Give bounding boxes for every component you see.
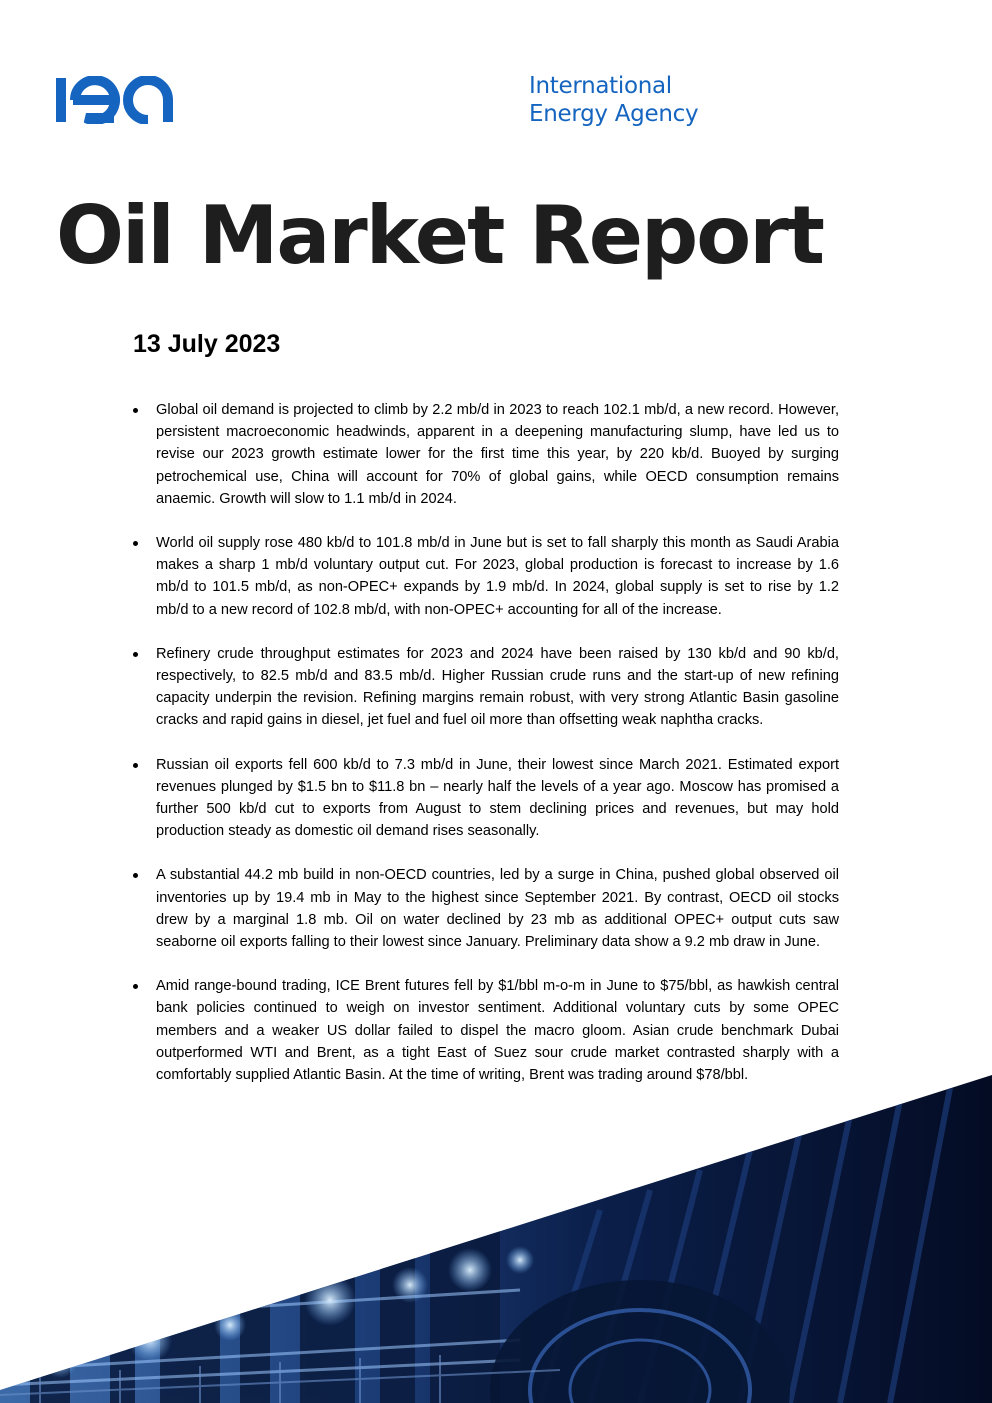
highlight-item [133,532,839,621]
highlight-text: Global oil demand is projected to climb by 2.2 mb/d in 2023 to reach 102.1 mb/d, a new record. However, persistent macroeconomic headwinds, apparent in a deepening manufacturing slump, have led us to revise our 2023 growth estimate lower for the first time this year, by 220 kb/d. Buoyed by surging petrochemical use, China will account for 70% of global gains, while OECD consumption remains anaemic. Growth will slow to 1.1 mb/d in 2024. [156,402,839,507]
highlight-item [133,643,839,732]
report-title: Oil Market Report [56,189,823,282]
highlight-item [133,754,839,843]
bullet-icon [133,408,138,413]
bullet-icon [133,873,138,878]
bullet-icon [133,763,138,768]
refinery-photo [0,1070,992,1403]
iea-logo[interactable] [56,76,174,129]
organization-name-line2: Energy Agency [529,101,699,127]
highlight-text: A substantial 44.2 mb build in non-OECD countries, led by a surge in China, pushed global observed oil inventories up by 19.4 mb in May to the highest since September 2021. By contrast, OECD oil stocks drew by a marginal 1.8 mb. Oil on water declined by 23 mb as additional OPEC+ output cuts saw seaborne oil exports falling to their lowest since January. Preliminary data show a 9.2 mb draw in June. [156,867,839,951]
iea-logo-icon [56,76,174,124]
bullet-icon [133,984,138,989]
highlight-text: World oil supply rose 480 kb/d to 101.8 mb/d in June but is set to fall sharply this month as Saudi Arabia makes a sharp 1 mb/d voluntary output cut. For 2023, global production is forecast to increase by 1.6 mb/d to 101.5 mb/d, as non-OPEC+ expands by 1.9 mb/d. In 2024, global supply is set to rise by 1.2 mb/d to a new record of 102.8 mb/d, with non-OPEC+ accounting for all of the increase. [156,535,839,618]
highlights-list [133,399,839,1108]
highlight-item [133,399,839,510]
report-date: 13 July 2023 [133,330,281,358]
highlight-item [133,864,839,953]
highlight-text: Refinery crude throughput estimates for 2023 and 2024 have been raised by 130 kb/d and 90 kb/d, respectively, to 82.5 mb/d and 83.5 mb/d. Higher Russian crude runs and the start-up of new refining capacity underpin the revision. Refining margins remain robust, with very strong Atlantic Basin gasoline cracks and rapid gains in diesel, jet fuel and fuel oil more than offsetting weak naphtha cracks. [156,645,839,729]
highlight-text: Amid range-bound trading, ICE Brent futures fell by $1/bbl m-o-m in June to $75/bbl, as hawkish central bank policies continued to weigh on investor sentiment. Additional voluntary cuts by some OPEC members and a weaker US dollar failed to dispel the macro gloom. Asian crude benchmark Dubai outperformed WTI and Brent, as a tight East of Suez sour crude market contrasted sharply with a comfortably supplied Atlantic Basin. At the time of writing, Brent was trading around $78/bbl. [156,978,839,1084]
bullet-icon [133,541,138,546]
bullet-icon [133,652,138,657]
highlight-text: Russian oil exports fell 600 kb/d to 7.3 mb/d in June, their lowest since March 2021. Estimated export revenues plunged by $1.5 bn to $11.8 bn – nearly half the levels of a year ago. Moscow has promised a further 500 kb/d cut to exports from August to stem declining prices and revenues, but may hold production steady as domestic oil demand rises seasonally. [156,756,839,840]
organization-name-line1: International [529,73,672,99]
organization-name [529,72,698,128]
